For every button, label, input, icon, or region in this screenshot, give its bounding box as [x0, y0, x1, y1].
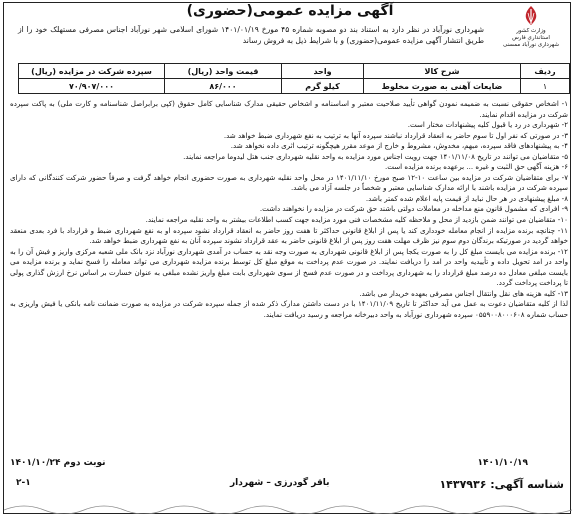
- notice-intro: شهرداری نورآباد در نظر دارد به استناد بند دو مصوبه شماره ۴۵ مورخ ۱۴۰۱/۰۱/۱۹ شورای اسلامی شهر نورآباد اجناس مصرفی مستهلک خود را از طریق انتشار آگهی مزایده عمومی(حضوری) و با شرایط ذیل به فروش رساند: [18, 25, 484, 45]
- col-deposit: سپرده شرکت در مزایده (ریال): [19, 64, 165, 79]
- logo-line-3: شهرداری نورآباد ممسنی: [502, 42, 560, 48]
- condition-item: ۶- هزینه آگهی حق الثبت و غیره ... برعهده برنده مزایده است.: [385, 162, 568, 172]
- condition-item: ۷- برای متقاضیان شرکت در مزایده بین ساعت ۱۰-۱۲ صبح مورخ ۱۴۰۱/۱۱/۱۰ در محل واحد نقلیه شهرداری به صورت حضوری انجام خواهد گرفت و صرفاً حضور شرکت کنندگانی که دارای سپرده شرکت در مزایده باشند با ارائه مدارک شناسایی معتبر و شخصاً در جلسه آزاد می باشد.: [10, 172, 568, 193]
- notice-date: ۱۴۰۱/۱۰/۱۹: [477, 458, 528, 468]
- footer-row-1: [10, 458, 568, 472]
- notice-id: شناسه آگهی: ۱۴۳۷۹۳۶: [439, 478, 564, 491]
- cell-deposit: ۷۰/۹۰۷/۰۰۰: [19, 79, 165, 94]
- condition-item: ۱- اشخاص حقوقی نسبت به ضمیمه نمودن گواهی تأیید صلاحیت معتبر و اساسنامه و اشخاص حقیقی مدارک شناسایی کامل حقوق (کپی برابراصل شناسنامه و کارت ملی) به پاکت سپرده شرکت در مزایده اقدام نمایند.: [10, 99, 568, 119]
- condition-item: ۹- افرادی که مشمول قانون منع مداخله در معاملات دولتی باشند حق شرکت در مزایده را نخواهند داشت.: [259, 204, 568, 214]
- notice-title: آگهی مزایده عمومی(حضوری): [186, 3, 394, 19]
- col-description: شرح کالا: [364, 64, 521, 79]
- logo-line-2: استانداری فارس: [512, 35, 550, 41]
- decorative-border: [4, 500, 572, 514]
- table-header-row: [19, 64, 570, 79]
- col-row-number: ردیف: [521, 64, 570, 79]
- condition-item: ۵- متقاضیان می توانند در تاریخ ۱۴۰۱/۱۱/۰۸ جهت رویت اجناس مورد مزایده به واحد نقلیه شهرداری جنب هتل لیدوما مراجعه نمایند.: [183, 151, 568, 161]
- items-table: [18, 63, 570, 94]
- condition-item: ۲- شهرداری در رد یا قبول کلیه پیشنهادات مختار است.: [407, 120, 568, 130]
- condition-item: ۱۰- متقاضیان می توانند ضمن بازدید از محل و ملاحظه کلیه مشخصات فنی مورد مزایده جهت کسب اطلاعات بیشتر به واحد نقلیه مراجعه نمایند.: [145, 215, 568, 225]
- col-unit: واحد: [282, 64, 364, 79]
- condition-item: ۸- مبلغ پیشنهادی در هر حال نباید از قیمت پایه اعلام شده کمتر باشد.: [365, 193, 568, 203]
- footer-row-2: [10, 478, 568, 492]
- condition-item: ۴- به پیشنهادهای فاقد سپرده، مبهم، مخدوش، مشروط و خارج از موعد مقرر هیچگونه ترتیب اثری داده نخواهد شد.: [230, 141, 568, 151]
- condition-item: ۱۲- برنده مزایده می بایست مبلغ کل را به صورت یکجا پس از ابلاغ قانونی شهرداری به صورت وجه نقد به حساب در آمدی شهرداری نورآباد نزد بانک ملی شعبه مرکزی واریز و فیش آن را به واحد در امد تحویل داده و تأییدیه واحد در امد را دریافت نمایند. در صورت عدم پرداخت به موقع مبلغ کل توسط برنده مزایده شهرداری می تواند معامله را فسخ نماید و برنده مزایده می بایست مبلغی معادل ده درصد مبلغ قرارداد را به شهرداری پرداخت و در صورت عدم فسخ از سوی شهرداری بابت مبلغ واریز نشده مبلغی به عنوان خسارت بر اساس نرخ ارزش گذاری پولی تا پرداخت پرداخت گردد.: [10, 246, 568, 288]
- cell-row-number: ۱: [521, 79, 570, 94]
- publication-date: نوبت دوم ۱۴۰۱/۱۰/۲۴: [10, 458, 106, 468]
- iran-emblem-icon: [518, 4, 544, 28]
- condition-item: ۳- در صورتی که نفر اول تا سوم حاضر به انعقاد قرارداد نباشند سپرده آنها به ترتیب به نفع شهرداری ضبط خواهد شد.: [223, 130, 568, 140]
- col-unit-price: قیمت واحد (ریال): [165, 64, 282, 79]
- cell-unit: کیلو گرم: [282, 79, 364, 94]
- logo-line-1: وزارت کشور: [516, 28, 546, 34]
- table-row: [19, 79, 570, 94]
- org-logo: [494, 4, 568, 49]
- condition-item: ۱۳- کلیه هزینه های نقل وانتقال اجناس مصرفی بعهده خریدار می باشد.: [359, 288, 568, 298]
- signer-name: باقر گودرزی – شهردار: [230, 478, 330, 488]
- condition-item: ۱۱- چنانچه برنده مزایده از انجام معامله خودداری کند یا پس از ابلاغ قانونی حداکثر تا هفت روز حاضر به انعقاد قرارداد نشود سپرده او به نفع شهرداری ضبط و قرارداد با فرد بعدی منعقد خواهد گردید در صورتیکه برندگان دوم سوم نیز ظرف مهلت هفت روز پس از ابلاغ قانونی حاضر به عقد قرارداد نشوند سپرده آنان به نفع شهرداری ضبط خواهد شد.: [10, 225, 568, 246]
- cell-unit-price: ۸۶/۰۰۰: [165, 79, 282, 94]
- page-code: ۲-۱: [16, 478, 31, 488]
- conditions-list: [10, 99, 568, 320]
- cell-description: ضایعات آهنی به صورت مخلوط: [364, 79, 521, 94]
- closing-paragraph: لذا از کلیه متقاضیان دعوت به عمل می آید حداکثر تا تاریخ ۱۴۰۱/۱۱/۰۹ با در دست داشتن مدارک ذکر شده از جمله سپرده شرکت در مزایده به صورت ضمانت نامه بانکی یا فیش واریزی به حساب شماره ۰۵۵۹۰۰۸۰۰۰۶۰۸ سپرده شهرداری نورآباد به واحد دبیرخانه مراجعه و رسید دریافت نمایند.: [10, 299, 568, 319]
